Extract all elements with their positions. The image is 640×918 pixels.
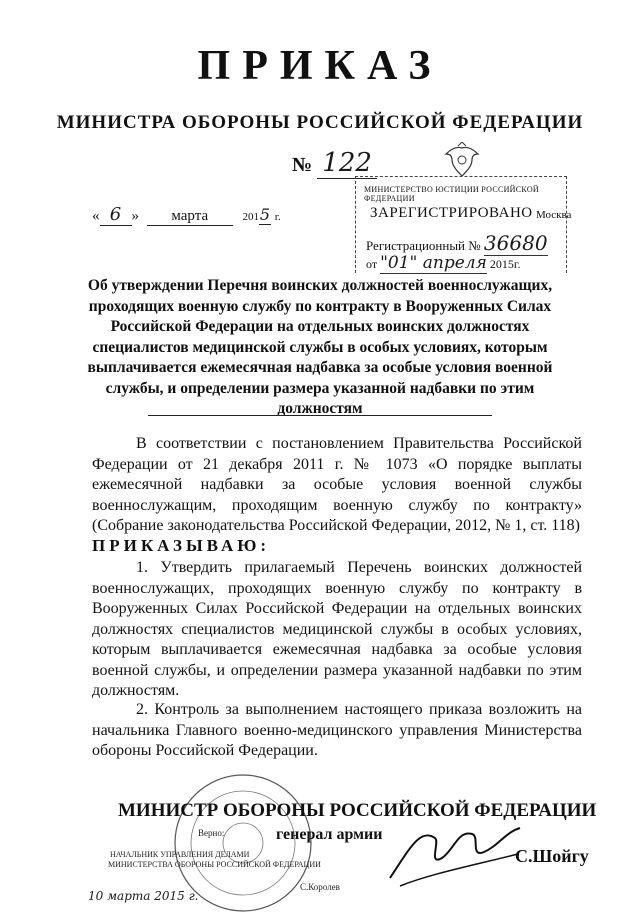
date-day: 6 xyxy=(100,204,132,226)
copy-position-line2: МИНИСТЕРСТВА ОБОРОНЫ РОССИЙСКОЙ ФЕДЕРАЦИИ xyxy=(108,860,321,869)
order-number xyxy=(292,148,377,179)
date-year-suffix: г. xyxy=(274,211,281,223)
stamp-city: Москва xyxy=(536,209,572,221)
copy-position-line1: НАЧАЛЬНИК УПРАВЛЕНИЯ ДЕЛАМИ xyxy=(110,850,250,859)
number-label: № xyxy=(292,154,313,176)
date-close-quote: » xyxy=(131,208,139,224)
order-item-2: 2. Контроль за выполнением настоящего приказа возложить на начальника Главного военно-медицинского управления Министерства обороны Российской Федерации. xyxy=(92,701,582,759)
stamp-registered: ЗАРЕГИСТРИРОВАНО xyxy=(370,205,533,221)
stamp-reg-date xyxy=(366,253,520,273)
signatory-title: МИНИСТР ОБОРОНЫ РОССИЙСКОЙ ФЕДЕРАЦИИ xyxy=(118,800,597,821)
order-date xyxy=(92,204,281,226)
heading-divider xyxy=(148,415,492,416)
date-open-quote: « xyxy=(92,208,100,224)
orders-word: ПРИКАЗЫВАЮ: xyxy=(92,536,271,555)
signatory-name: С.Шойгу xyxy=(515,846,589,866)
copy-date: 10 марта 2015 г. xyxy=(88,889,199,903)
stamp-ministry: МИНИСТЕРСТВО ЮСТИЦИИ РОССИЙСКОЙ ФЕДЕРАЦИИ xyxy=(364,185,539,203)
date-year-digit: 5 xyxy=(259,205,271,224)
stamp-number-label: Регистрационный № xyxy=(366,238,481,253)
stamp-reg-number xyxy=(366,231,548,255)
stamp-number-value: 36680 xyxy=(483,231,548,255)
preamble-paragraph: В соответствии с постановлением Правительства Российской Федерации от 21 декабря 2011 г. № 1073 «О порядке выплаты ежемесячной надбавки за особые условия военной службы военнослужащим, проходящим военную службу по контракту» (Собрание законодательства Российской Федерации, 2012, № 1, ст. 118) xyxy=(92,435,582,534)
document-issuer: МИНИСТРА ОБОРОНЫ РОССИЙСКОЙ ФЕДЕРАЦИИ xyxy=(56,112,584,133)
stamp-date-suffix: г. xyxy=(513,257,521,271)
stamp-date-value: "01" апреля xyxy=(380,253,487,273)
date-year-prefix: 201 xyxy=(242,211,259,223)
stamp-date-prefix: от xyxy=(366,257,378,271)
number-value: 122 xyxy=(317,148,377,179)
stamp-date-year: 2015 xyxy=(489,257,514,271)
date-month: марта xyxy=(147,208,233,226)
registration-stamp xyxy=(355,176,572,273)
signatory-rank: генерал армии xyxy=(276,826,383,843)
order-heading: Об утверждении Перечня воинских должностей военнослужащих, проходящих военную службу по контракту в Вооруженных Силах Российской Федерации на отдельных воинских должностях специалистов медицинской службы в особых условиях, которым выплачивается ежемесячная надбавка за особые условия военной службы, и определении размера указанной надбавки по этим должностям xyxy=(87,277,553,417)
document-title: ПРИКАЗ xyxy=(197,43,443,89)
handwritten-signature xyxy=(380,808,530,898)
copy-verno: Верно: xyxy=(198,828,225,838)
order-item-1: 1. Утвердить прилагаемый Перечень воинских должностей военнослужащих, проходящих военную службу по контракту в Вооруженных Силах Российской Федерации на отдельных воинских должностях специалистов медицинской службы в особых условиях, которым выплачивается ежемесячная надбавка за особые условия военной службы, и определении размера указанной надбавки по этим должностям. xyxy=(92,559,582,699)
copy-certifier-name: С.Королев xyxy=(300,882,340,892)
